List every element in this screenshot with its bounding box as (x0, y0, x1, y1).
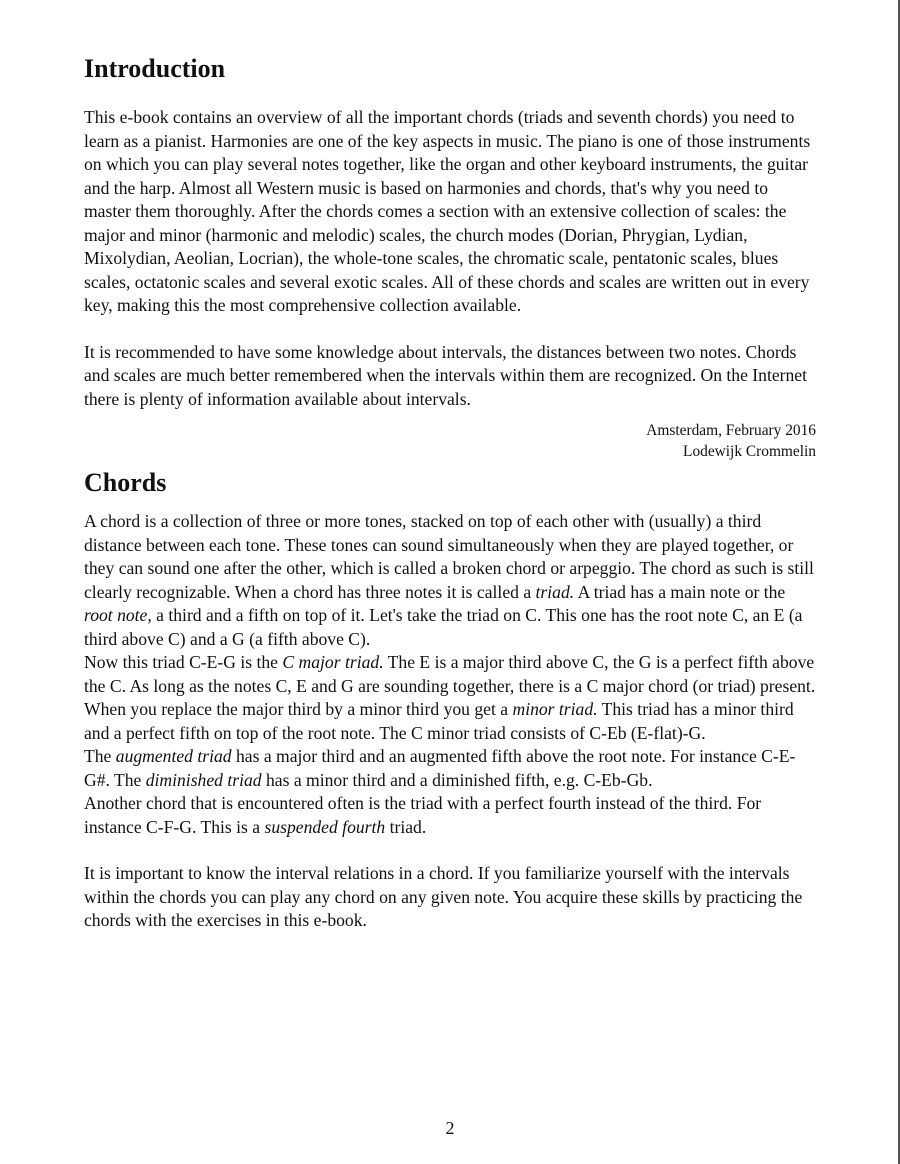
chords-paragraph-2: Now this triad C-E-G is the C major triad. The E is a major third above C, the G is a perfect fifth above the C. As long as the notes C, E and G are sounding together, there is a C major chord (or triad) present. (84, 652, 816, 696)
page-number: 2 (445, 1118, 455, 1138)
term-augmented-triad: augmented triad (115, 746, 232, 766)
place-date: Amsterdam, February 2016 (646, 422, 816, 439)
chords-paragraph-5: Another chord that is encountered often is the triad with a perfect fourth instead of the third. For instance C-F-G. This is a suspended fourth triad. (84, 793, 762, 837)
term-suspended-fourth: suspended fourth (264, 816, 386, 837)
intro-paragraph-1: This e-book contains an overview of all the important chords (triads and seventh chords) you need to learn as a pianist. Harmonies are one of the key aspects in music. The piano is one of those instruments on which you can play several notes together, like the organ and other keyboard instruments, the guitar and the harp. Almost all Western music is based on harmonies and chords, that's why you need to master them thoroughly. After the chords comes a section with an extensive collection of scales: the major and minor (harmonic and melodic) scales, the church modes (Dorian, Phrygian, Lydian, Mixolydian, Aeolian, Locrian), the whole-tone scales, the chromatic scale, pentatonic scales, blues scales, octatonic scales and several exotic scales. All of these chords and scales are written out in every key, making this the most comprehensive collection available. (84, 107, 811, 315)
chords-paragraph-3: When you replace the major third by a minor third you get a minor triad. This triad has a minor third and a perfect fifth on top of the root note. The C minor triad consists of C-Eb (E-flat)-G. (84, 699, 794, 743)
author-name: Lodewijk Crommelin (683, 442, 816, 460)
chords-paragraph-1: A chord is a collection of three or more tones, stacked on top of each other with (usually) a third distance between each tone. These tones can sound simultaneously when they are played together, or they can sound one after the other, which is called a broken chord or arpeggio. The chord as such is still clearly recognizable. When a chord has three notes it is called a triad. A triad has a main note or the root note, a third and a fifth on top of it. Let's take the triad on C. This one has the root note C, an E (a third above C) and a G (a fifth above C). (84, 511, 814, 649)
term-triad: triad. (535, 581, 575, 602)
introduction-heading: Introduction (84, 54, 226, 83)
paragraph-gap (84, 318, 816, 341)
term-root-note: root note, (84, 605, 152, 625)
intro-paragraph-2: It is recommended to have some knowledge about intervals, the distances between two notes. Chords and scales are much better remembered when the intervals within them are recognized. On the Internet there is plenty of information available about intervals. (84, 341, 807, 409)
paragraph-gap (84, 839, 816, 862)
chords-paragraph-4: The augmented triad has a major third and an augmented fifth above the root note. For instance C-E-G#. The diminished triad has a minor third and a diminished fifth, e.g. C-Eb-Gb. (84, 746, 796, 790)
chords-paragraph-6: It is important to know the interval relations in a chord. If you familiarize yourself with the intervals within the chords you can play any chord on any given note. You acquire these skills by practicing the chords with the exercises in this e-book. (84, 863, 803, 930)
term-minor-triad: minor triad. (512, 699, 598, 719)
term-c-major-triad: C major triad. (282, 652, 384, 672)
term-diminished-triad: diminished triad (145, 769, 262, 790)
signature-block (84, 421, 816, 462)
chords-heading: Chords (84, 468, 167, 497)
